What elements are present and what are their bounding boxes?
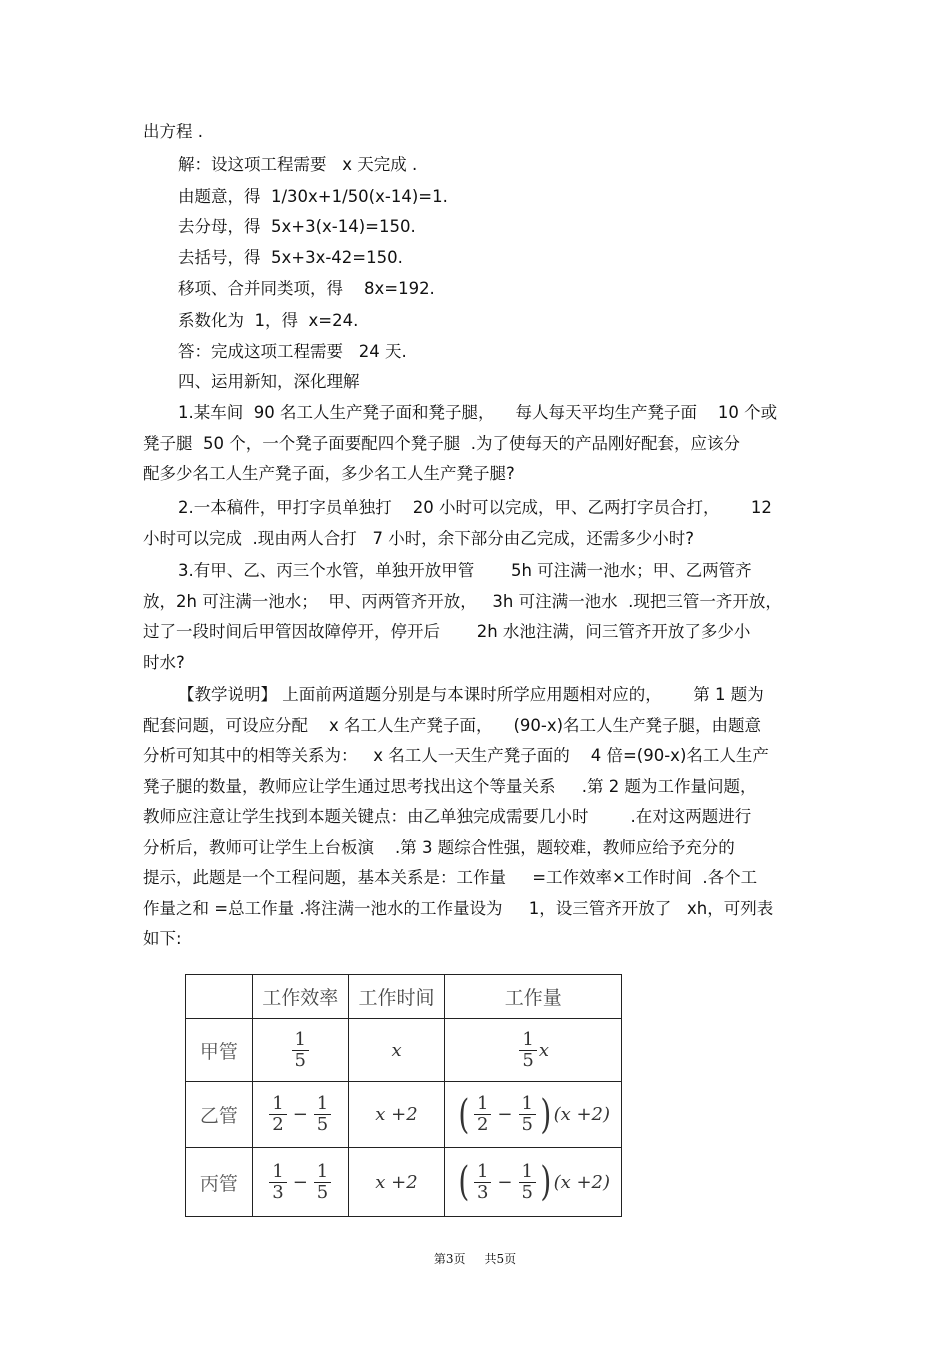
row-label: 丙管 [186, 1148, 253, 1217]
rate-cell: $\frac{1}{2}$ − $\frac{1}{5}$ [252, 1081, 348, 1148]
row-label: 甲管 [186, 1019, 253, 1082]
problem-line: 配多少名工人生产凳子面，多少名工人生产凳子腿? [143, 464, 515, 483]
time-cell: x [348, 1019, 445, 1082]
text-line: 答：完成这项工程需要 24 天. [178, 342, 407, 361]
text-line: 去括号，得 5x+3x-42=150. [178, 248, 403, 267]
problem-2 [143, 493, 807, 554]
text-line: 移项、合并同类项，得 8x=192. [178, 279, 435, 298]
section-heading: 四、运用新知，深化理解 [178, 372, 360, 391]
page-footer: 第3页 共5页 [433, 1252, 517, 1266]
fraction: $\frac{1}{5}$ [314, 1162, 331, 1203]
explanation-line: 分析后，教师可让学生上台板演 .第 3 题综合性强，题较难，教师应给予充分的 [143, 837, 735, 857]
fraction: $\frac{1}{5}$ [292, 1030, 309, 1071]
explanation-line: 如下: [143, 929, 182, 948]
amount-cell: ( $\frac{1}{2}$ − $\frac{1}{5}$ ) (x +2) [445, 1081, 622, 1148]
table-row [186, 1148, 622, 1217]
time-cell: x +2 [348, 1148, 445, 1217]
fraction: $\frac{1}{2}$ [474, 1094, 491, 1135]
text-line: 去分母，得 5x+3(x-14)=150. [178, 217, 416, 236]
text-line: 系数化为 1，得 x=24. [178, 311, 359, 330]
fraction: $\frac{1}{5}$ [519, 1030, 536, 1071]
explanation-line: 作量之和 =总工作量 .将注满一池水的工作量设为 1，设三管齐开放了 xh，可列表 [143, 898, 774, 918]
fraction: $\frac{1}{5}$ [314, 1094, 331, 1135]
explanation-line: 分析可知其中的相等关系为： x 名工人一天生产凳子面的 4 倍=(90-x)名工人生产 [143, 746, 769, 765]
text-line: 出方程 . [143, 122, 203, 141]
explanation-line: 提示，此题是一个工程问题，基本关系是：工作量 =工作效率×工作时间 .各个工 [143, 868, 758, 887]
explanation-line: 凳子腿的数量，教师应让学生通过思考找出这个等量关系 .第 2 题为工作量问题， [143, 776, 757, 796]
problem-line: 2.一本稿件，甲打字员单独打 20 小时可以完成，甲、乙两打字员合打， 12 [178, 498, 772, 517]
fraction: $\frac{1}{2}$ [269, 1094, 286, 1135]
table-header-cell: 工作量 [445, 975, 622, 1019]
problem-line: 时水? [143, 652, 185, 672]
problem-line: 过了一段时间后甲管因故障停开，停开后 2h 水池注满，问三管齐开放了多少小 [143, 622, 751, 641]
time-cell: x +2 [348, 1081, 445, 1148]
table-row [186, 1019, 622, 1082]
amount-cell: $\frac{1}{5}$ x [445, 1019, 622, 1082]
rate-cell [252, 1019, 348, 1082]
explanation-line: 教师应注意让学生找到本题关键点：由乙单独完成需要几小时 .在对这两题进行 [143, 807, 752, 826]
explanation-line: 【教学说明】 上面前两道题分别是与本课时所学应用题相对应的， 第 1 题为 [178, 685, 764, 704]
table-header-cell: 工作时间 [348, 975, 445, 1019]
table-row [186, 1081, 622, 1148]
problem-line: 3.有甲、乙、丙三个水管，单独开放甲管 5h 可注满一池水；甲、乙两管齐 [178, 561, 752, 580]
problem-line: 凳子腿 50 个，一个凳子面要配四个凳子腿 .为了使每天的产品刚好配套，应该分 [143, 433, 740, 453]
text-line: 由题意，得 1/30x+1/50(x-14)=1. [178, 187, 448, 206]
teaching-explanation [143, 680, 807, 955]
table-header-cell [186, 975, 253, 1019]
problem-3 [143, 556, 807, 678]
problem-line: 放，2h 可注满一池水； 甲、丙两管齐开放， 3h 可注满一池水 .现把三管一齐开放， [143, 591, 782, 611]
text-line: 解：设这项工程需要 x 天完成 . [178, 155, 418, 174]
fraction: $\frac{1}{3}$ [269, 1162, 286, 1203]
row-label: 乙管 [186, 1081, 253, 1148]
explanation-line: 配套问题，可设应分配 x 名工人生产凳子面， (90-x)名工人生产凳子腿，由题意 [143, 715, 762, 735]
fraction: $\frac{1}{3}$ [474, 1162, 491, 1203]
amount-cell: ( $\frac{1}{3}$ − $\frac{1}{5}$ ) (x +2) [445, 1148, 622, 1217]
problem-line: 小时可以完成 .现由两人合打 7 小时，余下部分由乙完成，还需多少小时? [143, 528, 694, 548]
fraction: $\frac{1}{5}$ [519, 1094, 536, 1135]
problem-1 [143, 398, 807, 490]
fraction: $\frac{1}{5}$ [519, 1162, 536, 1203]
work-table [185, 974, 622, 1217]
table-header-cell: 工作效率 [252, 975, 348, 1019]
problem-line: 1.某车间 90 名工人生产凳子面和凳子腿， 每人每天平均生产凳子面 10 个或 [178, 403, 778, 422]
table-header-row [186, 975, 622, 1019]
rate-cell: $\frac{1}{3}$ − $\frac{1}{5}$ [252, 1148, 348, 1217]
